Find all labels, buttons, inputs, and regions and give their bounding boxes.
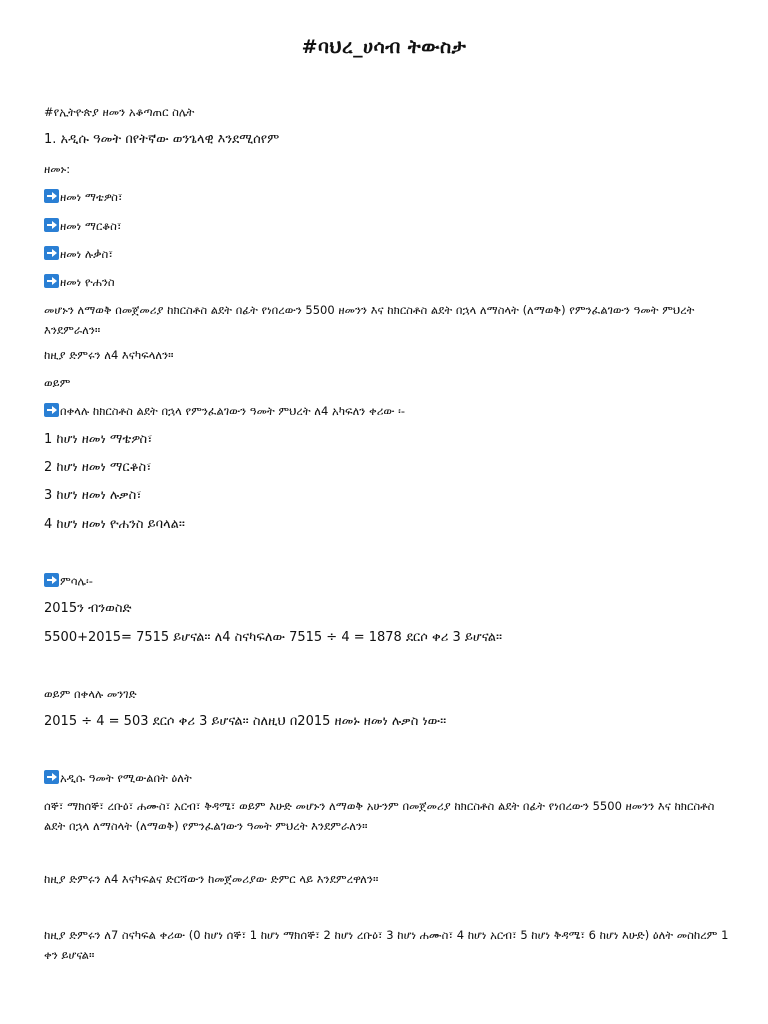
paragraph: ከዚያ ድምሩን ለ4 እናካፍልና ድርሻውን ከመጀመሪያው ድምር ላይ እንደምረዋለን። — [44, 872, 379, 886]
list-item: ዘመነ ማርቆስ፣ — [44, 216, 734, 236]
paragraph: 2015 ÷ 4 = 503 ደርሶ ቀሪ 3 ይሆናል። ስለዚህ በ2015 ዘመኑ ዘመነ ሉቃስ ነው። — [44, 714, 447, 729]
paragraph: ከዚያ ድምሩን ለ7 ስናካፍል ቀሪው (0 ከሆነ ሰኞ፣ 1 ከሆነ ማክሰኞ፣ 2 ከሆነ ረቡዕ፣ 3 ከሆነ ሐሙስ፣ 4 ከሆነ አርብ፣ 5 ከሆነ ቅዳሜ፣ 6 ከሆነ እሁድ) ዕለት መስከረም 1 ቀን ይሆናል። — [44, 928, 729, 962]
paragraph: ከዚያ ድምሩን ለ4 እናካፍላለን። — [44, 348, 174, 362]
document-title: #ባህረ_ሀሳብ ትውስታ — [301, 36, 467, 58]
paragraph: ሰኞ፣ ማክሰኞ፣ ረቡዕ፣ ሐሙስ፣ አርብ፣ ቅዳሜ፣ ወይም እሁድ መሆኑን ለማወቅ አሁንም በመጀመሪያ ከክርስቶስ ልደት በፊት የነበረውን 5500 ዘመንን እና ከክርስቶስ ልደት በኋላ ለማስላት (ለማወቅ) የምንፈልገውን ዓመት ምህረት እንደምራለን። — [44, 799, 715, 833]
list-item: በቀላሉ ከክርስቶስ ልደት በኋላ የምንፈልገውን ዓመት ምህረት ለ4 አካፍለን ቀሪው ፡- — [44, 401, 734, 421]
right-arrow-icon — [44, 274, 59, 288]
list-item: 2 ከሆነ ዘመነ ማርቆስ፣ — [44, 460, 152, 475]
right-arrow-icon — [44, 246, 59, 260]
paragraph: 2015ን ብንወስድ — [44, 601, 132, 616]
paragraph: ወይም — [44, 376, 71, 390]
right-arrow-icon — [44, 189, 59, 203]
section-heading: #የኢትዮጵያ ዘመን አቆጣጠር ስሌት — [44, 105, 195, 119]
example-label: ምሳሌ፡- — [44, 571, 734, 591]
list-item: ዘመነ ማቴዎስ፣ — [44, 187, 734, 207]
paragraph: 5500+2015= 7515 ይሆናል። ለ4 ስናካፍለው 7515 ÷ 4 = 1878 ደርሶ ቀሪ 3 ይሆናል። — [44, 630, 503, 645]
zemen-label: ዘመኑ: — [44, 162, 71, 176]
list-item: 1 ከሆነ ዘመነ ማቴዎስ፣ — [44, 432, 153, 447]
list-item: ዘመነ ሉቃስ፣ — [44, 244, 734, 264]
right-arrow-icon — [44, 403, 59, 417]
right-arrow-icon — [44, 218, 59, 232]
right-arrow-icon — [44, 770, 59, 784]
paragraph: ወይም በቀላሉ መንገድ — [44, 687, 137, 701]
list-item: 4 ከሆነ ዘመነ ዮሐንስ ይባላል። — [44, 517, 185, 532]
list-item: 3 ከሆነ ዘመነ ሉቃስ፣ — [44, 488, 142, 503]
right-arrow-icon — [44, 573, 59, 587]
paragraph: መሆኑን ለማወቅ በመጀመሪያ ከክርስቶስ ልደት በፊት የነበረውን 5500 ዘመንን እና ከክርስቶስ ልደት በኋላ ለማስላት (ለማወቅ) የምንፈልገውን ዓመት ምህረት እንደምራለን። — [44, 303, 695, 337]
subheading: አዲሱ ዓመት የሚውልበት ዕለት — [44, 768, 734, 788]
question-1: 1. አዲሱ ዓመት በየትኛው ወንጌላዊ እንደሚሰየም — [44, 132, 280, 147]
list-item: ዘመነ ዮሐንስ — [44, 272, 734, 292]
